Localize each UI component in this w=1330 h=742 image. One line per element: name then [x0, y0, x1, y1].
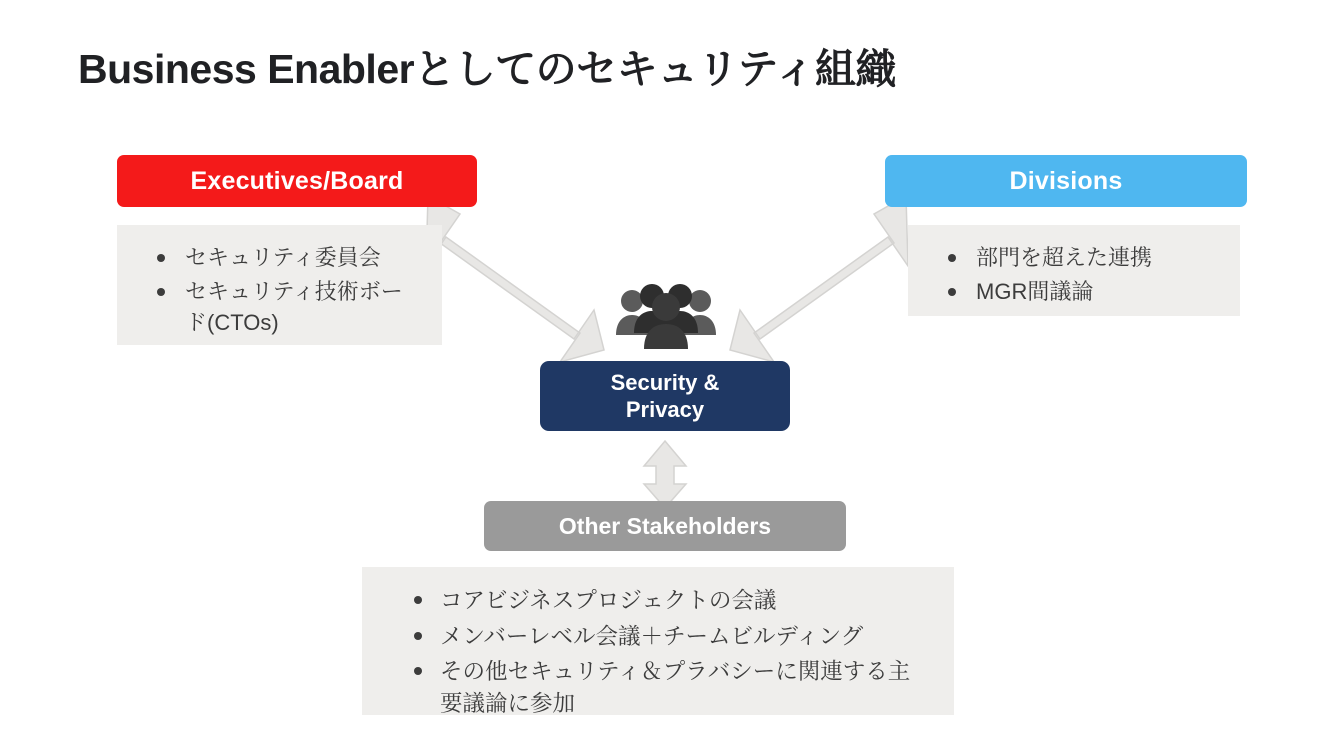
bullet-list-executives	[143, 243, 420, 338]
connector-divisions-center	[730, 196, 908, 362]
list-item: セキュリティ委員会	[143, 243, 420, 273]
bullet-list-other-stakeholders	[392, 585, 932, 719]
panel-divisions	[908, 225, 1240, 316]
list-item: MGR間議論	[934, 277, 1218, 307]
list-item: セキュリティ技術ボード(CTOs)	[143, 277, 420, 338]
node-security-privacy[interactable]	[540, 361, 790, 431]
node-executives-board[interactable]	[117, 155, 477, 207]
list-item: 部門を超えた連携	[934, 243, 1218, 273]
node-divisions[interactable]	[885, 155, 1247, 207]
list-item: その他セキュリティ＆プラバシーに関連する主要議論に参加	[392, 656, 932, 719]
node-executives-board-label: Executives/Board	[190, 166, 404, 195]
people-icon	[614, 283, 718, 349]
panel-executives-board	[117, 225, 442, 345]
node-security-privacy-label-line1: Security &	[610, 369, 720, 395]
node-other-stakeholders[interactable]	[484, 501, 846, 551]
connector-center-other	[644, 441, 686, 508]
node-other-stakeholders-label: Other Stakeholders	[558, 512, 772, 539]
node-divisions-label: Divisions	[1009, 166, 1123, 195]
panel-other-stakeholders	[362, 567, 954, 715]
node-security-privacy-label-line2: Privacy	[625, 397, 705, 422]
list-item: コアビジネスプロジェクトの会議	[392, 585, 932, 617]
bullet-list-divisions	[934, 243, 1218, 308]
list-item: メンバーレベル会議＋チームビルディング	[392, 621, 932, 653]
page-title: Business Enablerとしてのセキュリティ組織	[78, 46, 896, 92]
connector-executives-center	[426, 196, 604, 362]
